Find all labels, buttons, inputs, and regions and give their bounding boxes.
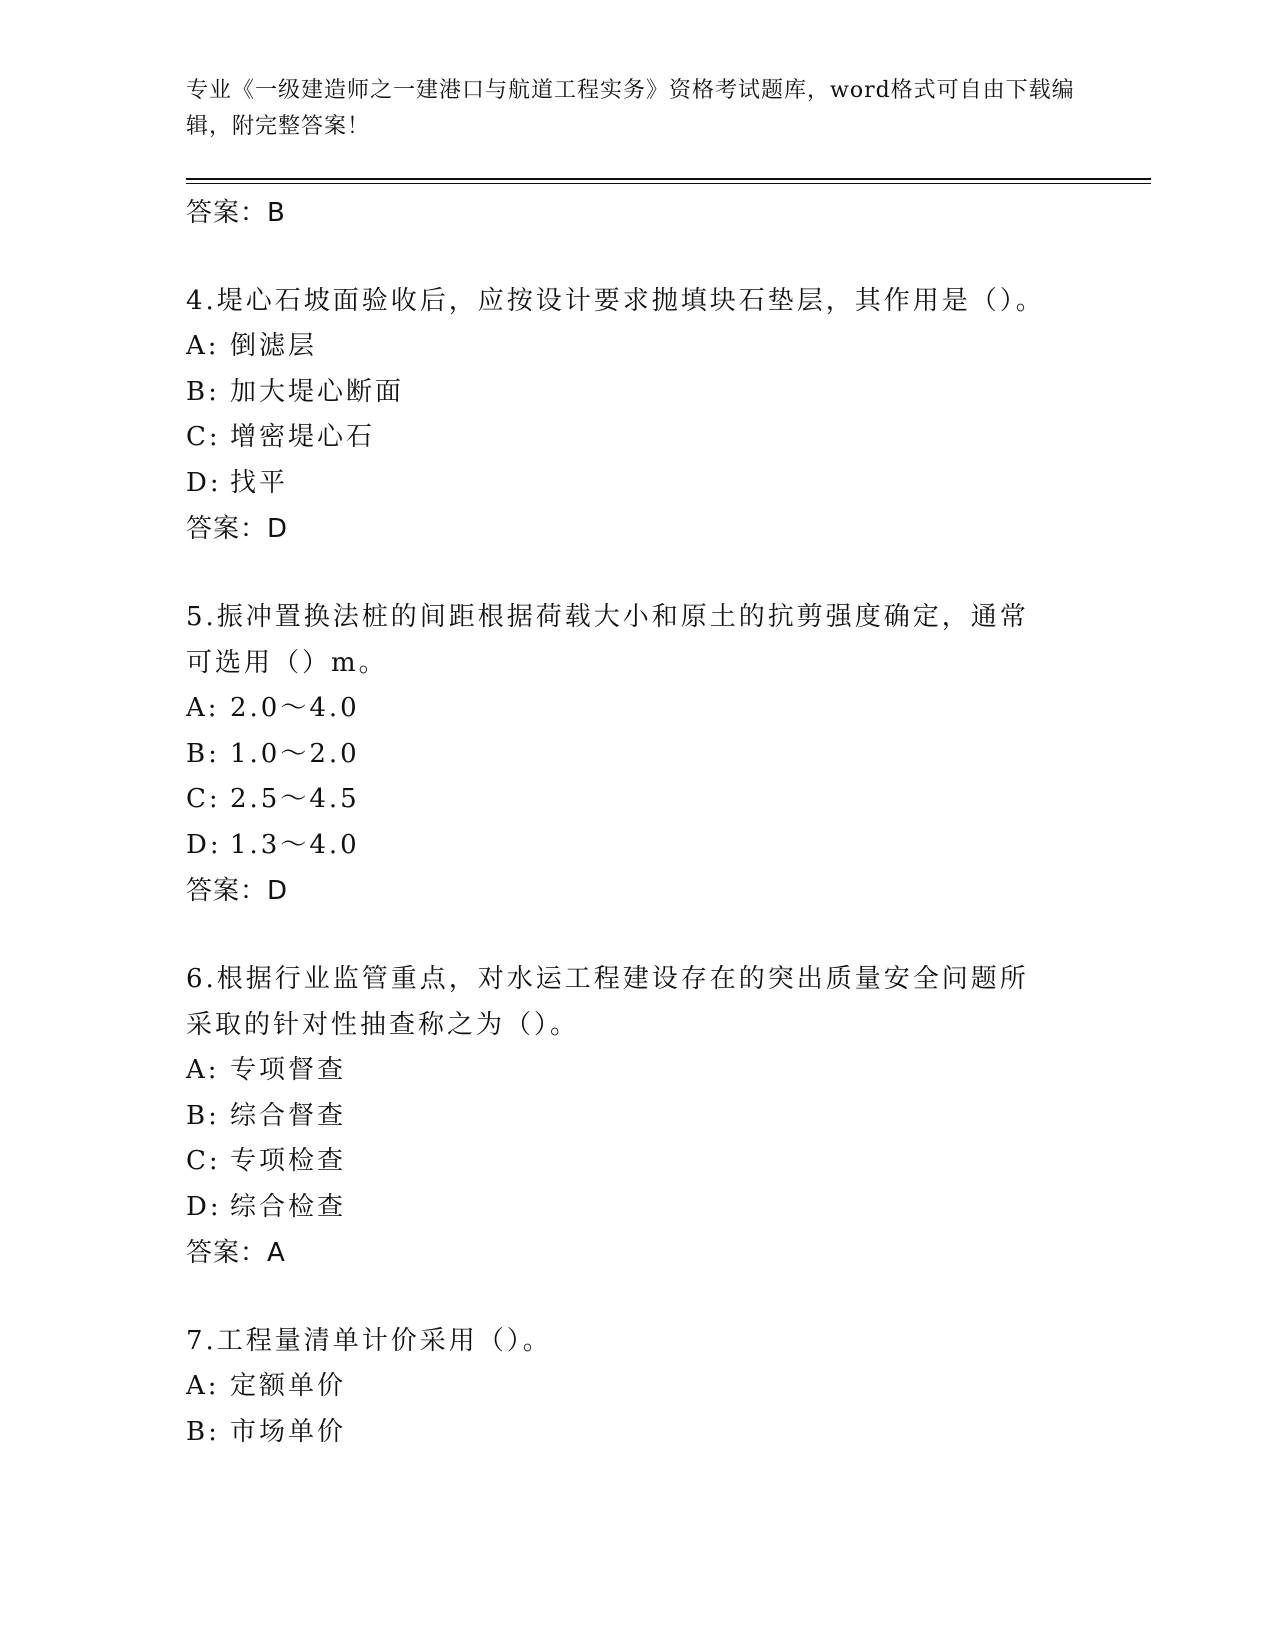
header-rule-thin	[186, 183, 1151, 184]
question-stem: 5.振冲置换法桩的间距根据荷载大小和原土的抗剪强度确定，通常可选用（）m。	[186, 602, 1029, 678]
answer-label: 答案：D	[186, 876, 289, 906]
question-list	[186, 190, 1086, 1455]
option-d	[186, 461, 1086, 507]
option-text: 2.0～4.0	[230, 693, 360, 723]
option-b	[186, 732, 1086, 778]
option-letter: C:	[186, 422, 221, 452]
option-d	[186, 1185, 1086, 1231]
option-text: 倒滤层	[230, 331, 318, 361]
option-text: 专项检查	[230, 1146, 347, 1176]
option-text: 1.0～2.0	[230, 738, 360, 769]
answer-label: 答案：B	[186, 198, 286, 228]
option-letter: B:	[186, 1416, 220, 1447]
option-a	[186, 1048, 1086, 1094]
question-item	[186, 956, 1086, 1276]
option-letter: B:	[186, 738, 220, 769]
question-item	[186, 1318, 1086, 1455]
option-a	[186, 1364, 1086, 1410]
option-text: 专项督查	[230, 1055, 347, 1085]
option-letter: A:	[186, 693, 220, 723]
option-text: 综合督查	[230, 1100, 347, 1131]
option-b	[186, 1094, 1086, 1140]
option-letter: D:	[186, 467, 222, 498]
option-letter: C:	[186, 1146, 221, 1176]
option-text: 1.3～4.0	[230, 829, 360, 860]
question-stem: 6.根据行业监管重点，对水运工程建设存在的突出质量安全问题所采取的针对性抽查称之为（）。	[186, 964, 1029, 1040]
question-item	[186, 278, 1086, 552]
option-a	[186, 324, 1086, 370]
question-stem: 4.堤心石坡面验收后，应按设计要求抛填块石垫层，其作用是（）。	[186, 286, 1045, 316]
option-text: 找平	[230, 467, 289, 498]
option-text: 市场单价	[230, 1416, 347, 1447]
option-letter: D:	[186, 829, 222, 860]
option-letter: D:	[186, 1191, 222, 1222]
header-rule-thick	[186, 178, 1151, 180]
option-a	[186, 686, 1086, 732]
option-b	[186, 1410, 1086, 1456]
answer-label: 答案：A	[186, 1238, 286, 1268]
option-text: 综合检查	[230, 1191, 347, 1222]
option-b	[186, 370, 1086, 416]
option-letter: B:	[186, 1100, 220, 1131]
option-letter: C:	[186, 784, 221, 814]
option-letter: A:	[186, 1371, 220, 1401]
question-item	[186, 594, 1086, 914]
option-letter: A:	[186, 331, 220, 361]
answer-label: 答案：D	[186, 514, 289, 544]
option-text: 增密堤心石	[230, 422, 376, 452]
option-text: 2.5～4.5	[230, 784, 360, 814]
option-c	[186, 777, 1086, 823]
option-letter: A:	[186, 1055, 220, 1085]
option-letter: B:	[186, 376, 220, 407]
option-d	[186, 823, 1086, 869]
option-text: 加大堤心断面	[230, 376, 405, 407]
option-text: 定额单价	[230, 1371, 347, 1401]
document-header: 专业《一级建造师之一建港口与航道工程实务》资格考试题库，word格式可自由下载编辑，附完整答案！	[186, 78, 1075, 139]
option-c	[186, 415, 1086, 461]
question-stem: 7.工程量清单计价采用（）。	[186, 1326, 552, 1356]
option-c	[186, 1139, 1086, 1185]
